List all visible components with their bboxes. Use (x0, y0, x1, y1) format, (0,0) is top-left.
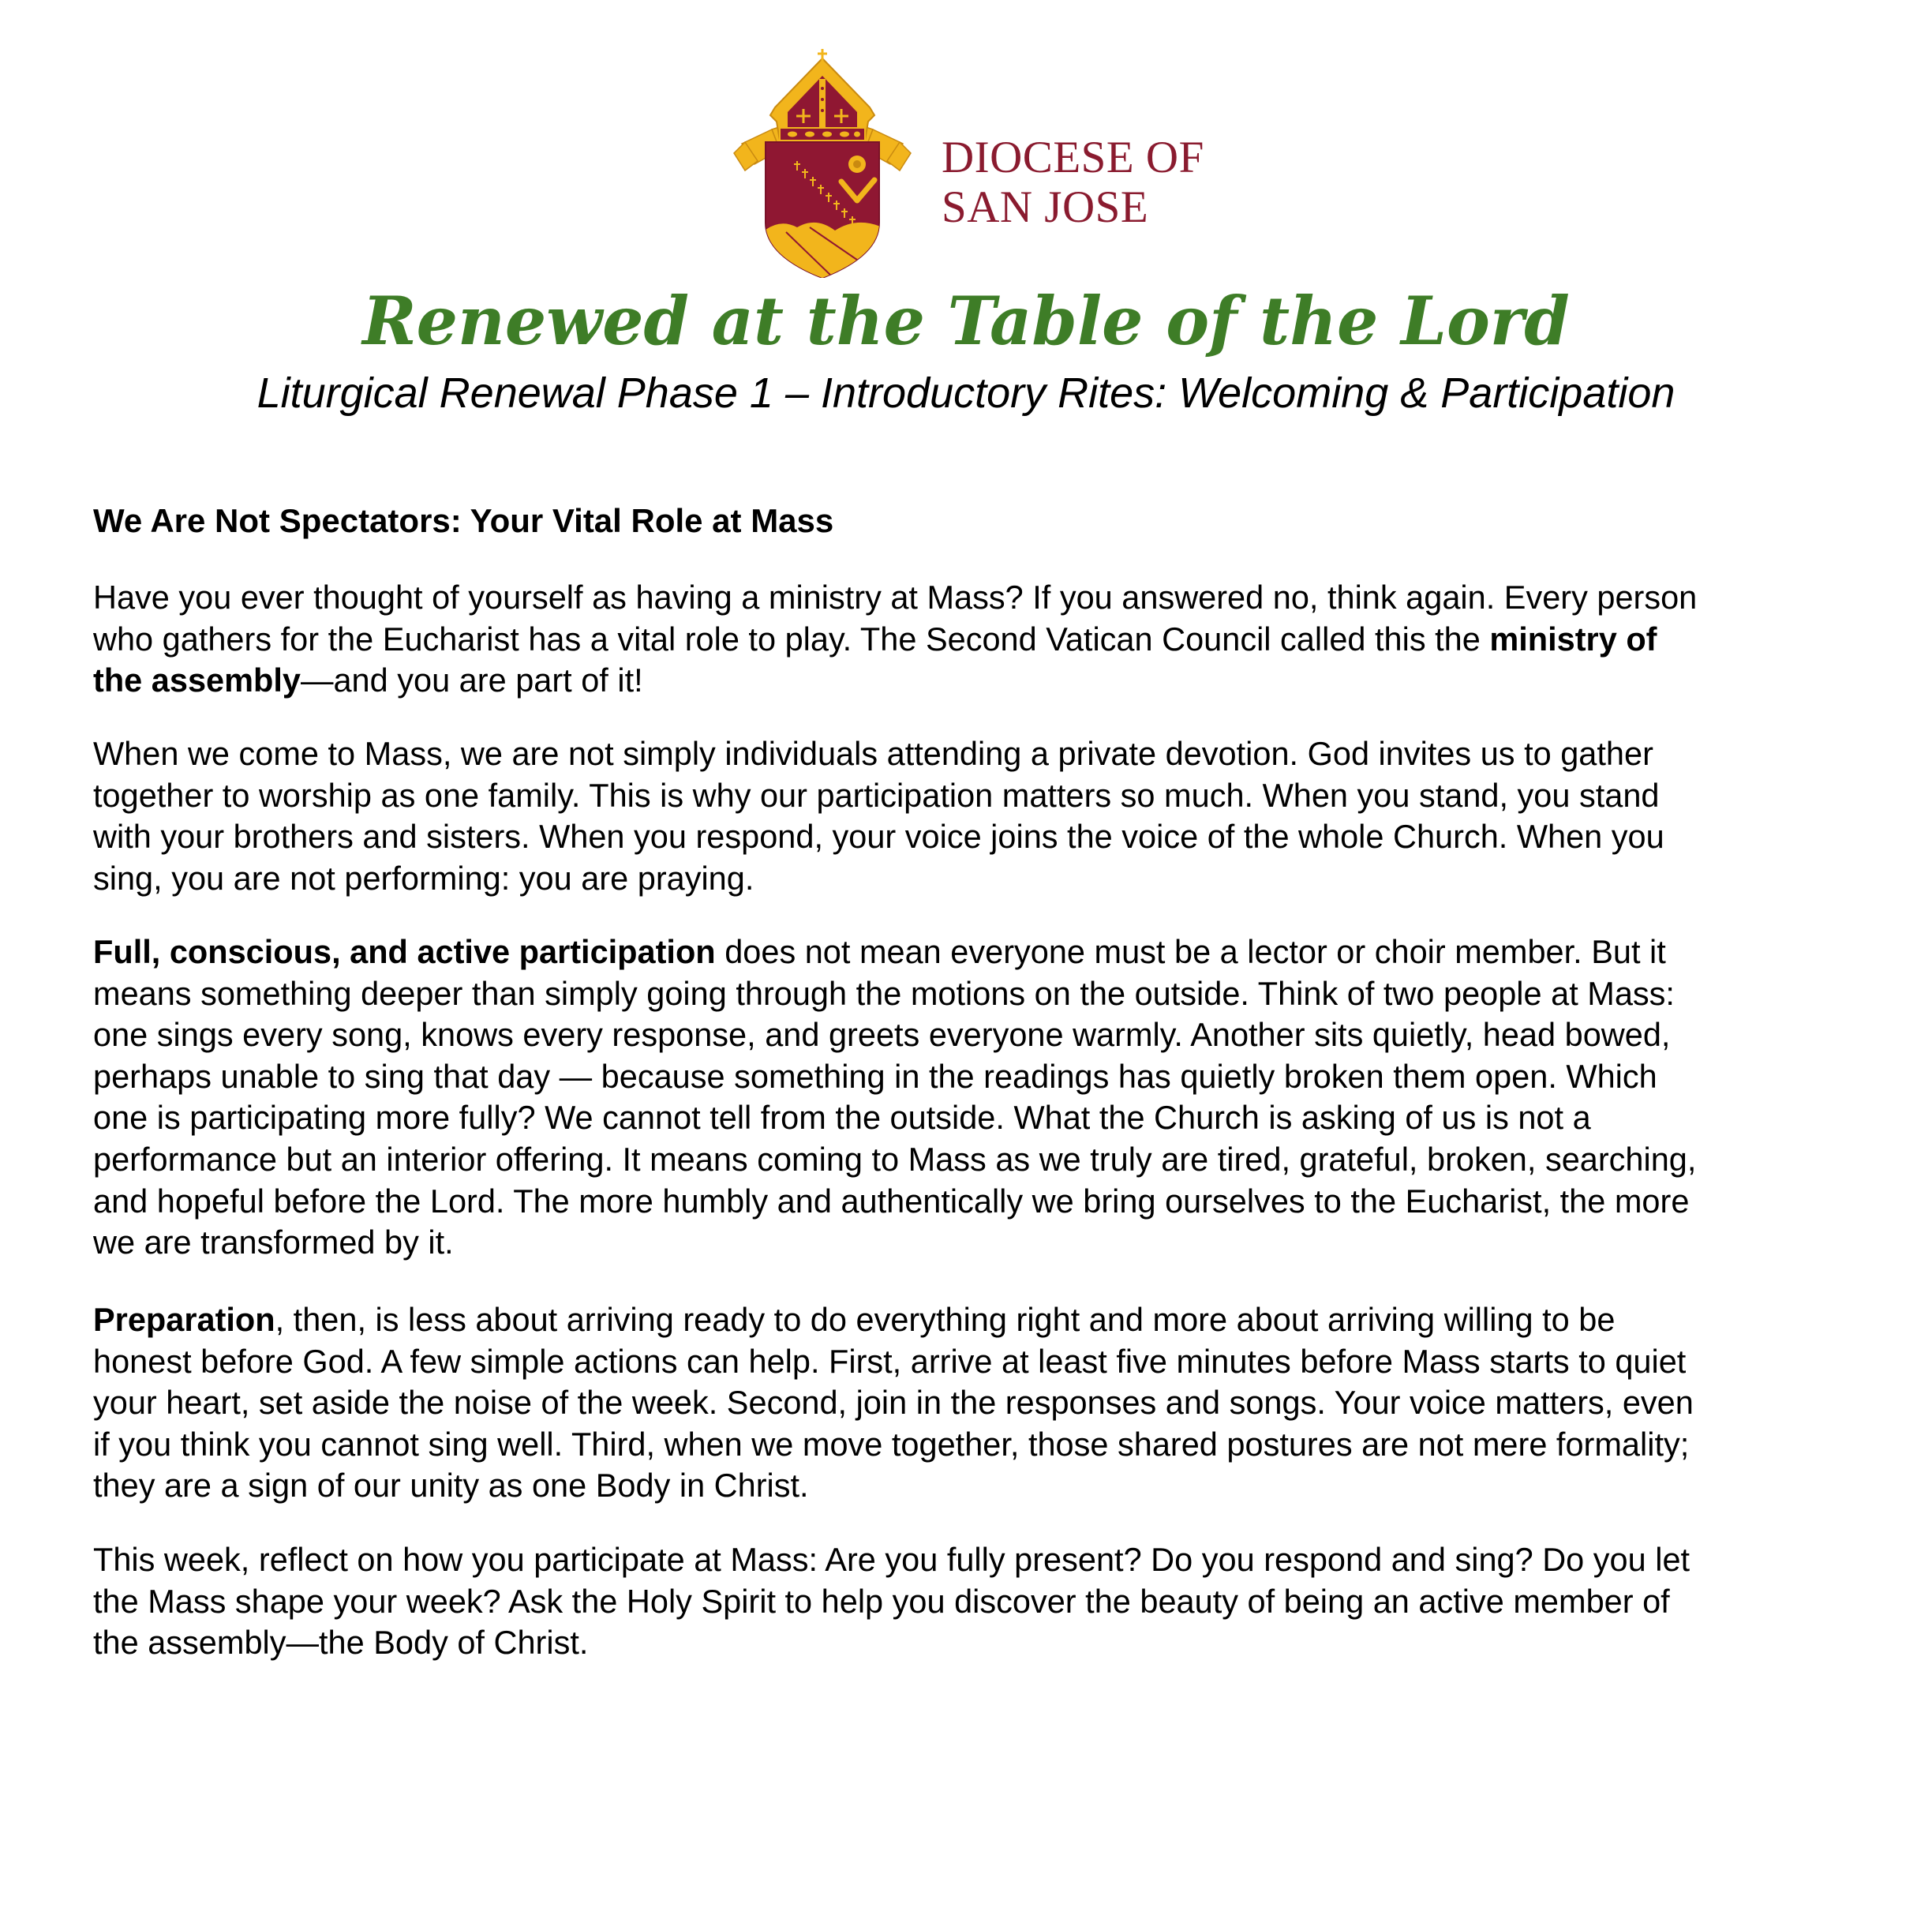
paragraph-line (93, 816, 1877, 858)
paragraph-line (93, 1622, 1877, 1664)
text: performance but an interior offering. It means coming to Mass as we truly are tired, grateful, broken, searching, (93, 1140, 1697, 1178)
paragraph-line (93, 858, 1877, 900)
text: does not mean everyone must be a lector or choir member. But it (715, 933, 1666, 970)
text: means something deeper than simply going through the motions on the outside. Think of two people at Mass: (93, 974, 1675, 1012)
paragraph-line (93, 1097, 1877, 1139)
text: and hopeful before the Lord. The more humbly and authentically we bring ourselves to the Eucharist, the more (93, 1182, 1690, 1220)
diocese-name (942, 133, 1204, 232)
paragraph (93, 1299, 1877, 1507)
paragraph-line (93, 1222, 1877, 1264)
paragraph-line (93, 1424, 1877, 1466)
text: Have you ever thought of yourself as having a ministry at Mass? If you answered no, think again. Every person (93, 579, 1698, 616)
text: we are transformed by it. (93, 1224, 454, 1261)
paragraph-line (93, 660, 1877, 702)
paragraph-line (93, 619, 1877, 661)
paragraph-line (93, 1299, 1877, 1341)
text: the assembly—the Body of Christ. (93, 1624, 589, 1662)
paragraph (93, 577, 1877, 702)
paragraph-line (93, 973, 1877, 1015)
bold-text: ministry of (1489, 620, 1657, 658)
paragraph (93, 931, 1877, 1264)
bold-text: Full, conscious, and active participation (93, 933, 716, 970)
page-title: Renewed at the Table of the Lord (362, 282, 1570, 360)
text: , then, is less about arriving ready to do everything right and more about arriving willing to be (275, 1301, 1616, 1338)
text: one is participating more fully? We cannot tell from the outside. What the Church is asking of us is not a (93, 1099, 1591, 1137)
text: together to worship as one family. This is why our participation matters so much. When you stand, you stand (93, 776, 1660, 814)
paragraph-line (93, 1539, 1877, 1581)
bold-text: Preparation (93, 1301, 275, 1338)
org-name-line: SAN JOSE (942, 182, 1149, 232)
text: honest before God. A few simple actions can help. First, arrive at least five minutes before Mass starts to quiet (93, 1342, 1687, 1380)
text: with your brothers and sisters. When you respond, your voice joins the voice of the whole Church. When you (93, 818, 1664, 856)
org-name-line: DIOCESE OF (942, 133, 1204, 182)
text: if you think you cannot sing well. Third, when we move together, those shared postures are not mere formality; (93, 1425, 1690, 1463)
text: the Mass shape your week? Ask the Holy Spirit to help you discover the beauty of being an active member of (93, 1582, 1670, 1620)
bold-text: the assembly (93, 661, 301, 699)
text: they are a sign of our unity as one Body in Christ. (93, 1467, 809, 1505)
text: your heart, set aside the noise of the week. Second, join in the responses and songs. Your voice matters, even (93, 1384, 1694, 1422)
paragraph-line (93, 1181, 1877, 1223)
text: who gathers for the Eucharist has a vital role to play. The Second Vatican Council called this the (93, 620, 1490, 658)
paragraph-line (93, 1056, 1877, 1098)
paragraph-line (93, 1139, 1877, 1181)
text: —and you are part of it! (300, 661, 643, 699)
paragraph-line (93, 775, 1877, 817)
paragraph-line (93, 733, 1877, 775)
paragraph-line (93, 577, 1877, 619)
text: sing, you are not performing: you are praying. (93, 859, 754, 897)
paragraph-line (93, 1341, 1877, 1383)
paragraph-line (93, 1014, 1877, 1056)
article-heading: We Are Not Spectators: Your Vital Role at Mass (93, 502, 834, 539)
text: one sings every song, knows every response, and greets everyone warmly. Another sits quietly, head bowed, (93, 1016, 1671, 1054)
paragraph-line (93, 931, 1877, 973)
paragraph-line (93, 1382, 1877, 1424)
text: When we come to Mass, we are not simply individuals attending a private devotion. God invites us to gather (93, 735, 1653, 772)
text: perhaps unable to sing that day — because something in the readings has quietly broken them open. Which (93, 1057, 1657, 1095)
paragraph-line (93, 1465, 1877, 1507)
paragraph-line (93, 1581, 1877, 1623)
text: This week, reflect on how you participate at Mass: Are you fully present? Do you respond and sing? Do you let (93, 1541, 1690, 1578)
page-subtitle: Liturgical Renewal Phase 1 – Introductory Rites: Welcoming & Participation (256, 369, 1676, 417)
paragraph (93, 1539, 1877, 1664)
diocese-coat-of-arms-icon (731, 49, 914, 278)
paragraph (93, 733, 1877, 899)
